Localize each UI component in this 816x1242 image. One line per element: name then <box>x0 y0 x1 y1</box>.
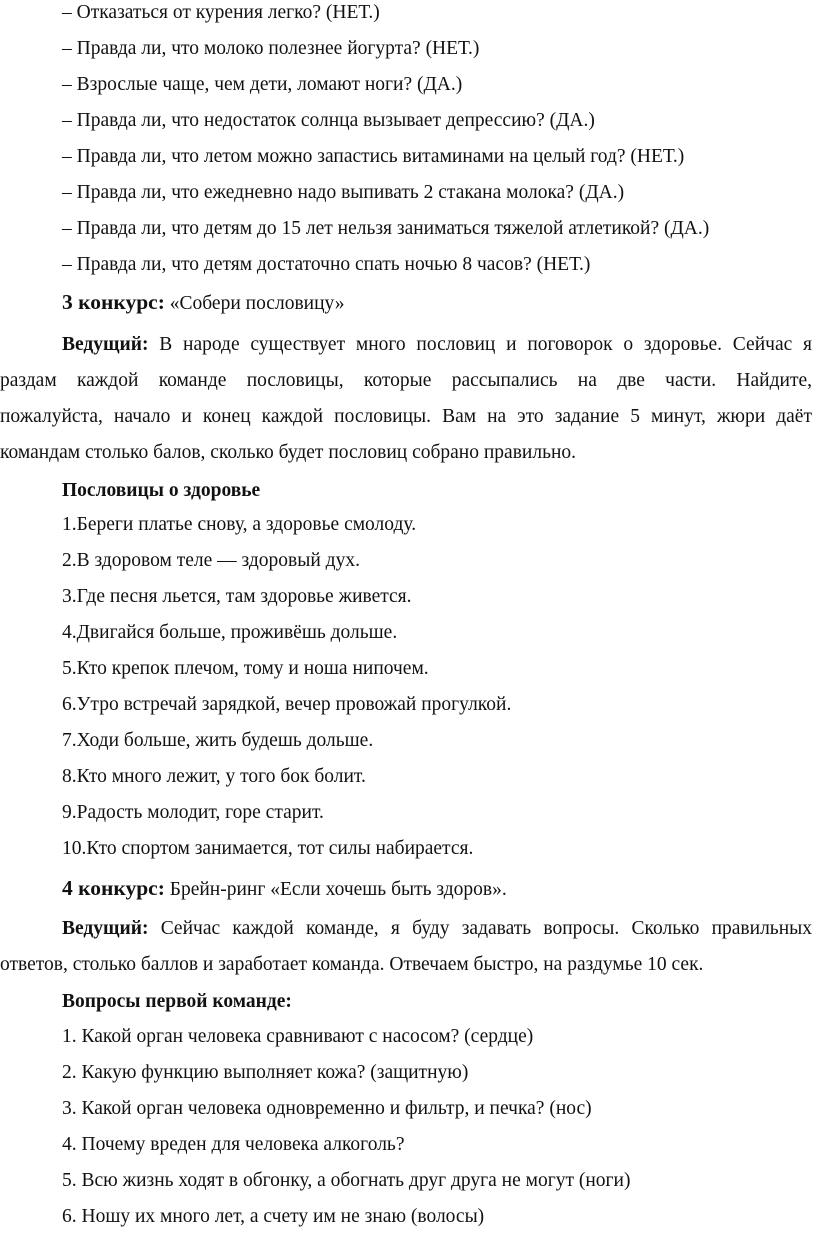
proverb-item: 1.Береги платье снову, а здоровье смолоду. <box>62 514 417 535</box>
proverb-item: 4.Двигайся больше, проживёшь дольше. <box>62 622 398 643</box>
proverb-item: 6.Утро встречай зарядкой, вечер провожай прогулкой. <box>62 694 512 715</box>
contest-4-host-line: ответов, столько баллов и заработает команда. Отвечаем быстро, на раздумье 10 сек. <box>0 954 704 975</box>
host-text: В народе существует много пословиц и поговорок о здоровье. Сейчас я <box>148 334 812 355</box>
quiz-question: – Правда ли, что летом можно запастись витаминами на целый год? (НЕТ.) <box>62 146 685 167</box>
contest-3-host-line: раздам каждой команде пословицы, которые рассыпались на две части. Найдите, <box>0 370 812 391</box>
contest-4-header <box>62 876 507 902</box>
contest-3-header <box>62 290 345 316</box>
proverb-item: 5.Кто крепок плечом, тому и ноша нипочем. <box>62 658 429 679</box>
proverb-item: 10.Кто спортом занимается, тот силы набирается. <box>62 838 474 859</box>
quiz-question: – Правда ли, что детям достаточно спать ночью 8 часов? (НЕТ.) <box>62 254 591 275</box>
contest-4-title: Брейн-ринг «Если хочешь быть здоров». <box>164 879 507 900</box>
team-1-question: 1. Какой орган человека сравнивают с насосом? (сердце) <box>62 1026 534 1047</box>
proverb-item: 8.Кто много лежит, у того бок болит. <box>62 766 366 787</box>
proverbs-heading: Пословицы о здоровье <box>62 480 261 501</box>
contest-4-host-line <box>62 917 812 941</box>
quiz-question: – Отказаться от курения легко? (НЕТ.) <box>62 2 380 23</box>
contest-3-host-line: пожалуйста, начало и конец каждой пословицы. Вам на это задание 5 минут, жюри даёт <box>0 406 812 427</box>
proverb-item: 9.Радость молодит, горе старит. <box>62 802 324 823</box>
team-1-question: 4. Почему вреден для человека алкоголь? <box>62 1134 405 1155</box>
quiz-question: – Взрослые чаще, чем дети, ломают ноги? (ДА.) <box>62 74 463 95</box>
proverb-item: 7.Ходи больше, жить будешь дольше. <box>62 730 374 751</box>
proverb-item: 3.Где песня льется, там здоровье живется. <box>62 586 412 607</box>
team-1-heading: Вопросы первой команде: <box>62 991 292 1012</box>
host-text: Сейчас каждой команде, я буду задавать вопросы. Сколько правильных <box>148 918 812 939</box>
host-label: Ведущий: <box>62 334 149 355</box>
quiz-question: – Правда ли, что молоко полезнее йогурта? (НЕТ.) <box>62 38 480 59</box>
contest-3-host-line: командам столько балов, сколько будет пословиц собрано правильно. <box>0 442 577 463</box>
proverb-item: 2.В здоровом теле — здоровый дух. <box>62 550 360 571</box>
quiz-question: – Правда ли, что детям до 15 лет нельзя заниматься тяжелой атлетикой? (ДА.) <box>62 218 710 239</box>
contest-3-title: «Собери пословицу» <box>164 293 345 314</box>
team-1-question: 5. Всю жизнь ходят в обгонку, а обогнать друг друга не могут (ноги) <box>62 1170 631 1191</box>
quiz-question: – Правда ли, что недостаток солнца вызывает депрессию? (ДА.) <box>62 110 595 131</box>
contest-4-heading: 4 конкурс: <box>62 876 165 900</box>
quiz-question: – Правда ли, что ежедневно надо выпивать 2 стакана молока? (ДА.) <box>62 182 625 203</box>
contest-3-heading: 3 конкурс: <box>62 290 165 314</box>
team-1-question: 2. Какую функцию выполняет кожа? (защитную) <box>62 1062 469 1083</box>
host-label: Ведущий: <box>62 918 149 939</box>
contest-3-host-line <box>62 333 812 357</box>
team-1-question: 3. Какой орган человека одновременно и фильтр, и печка? (нос) <box>62 1098 592 1119</box>
team-1-question: 6. Ношу их много лет, а счету им не знаю (волосы) <box>62 1206 485 1227</box>
